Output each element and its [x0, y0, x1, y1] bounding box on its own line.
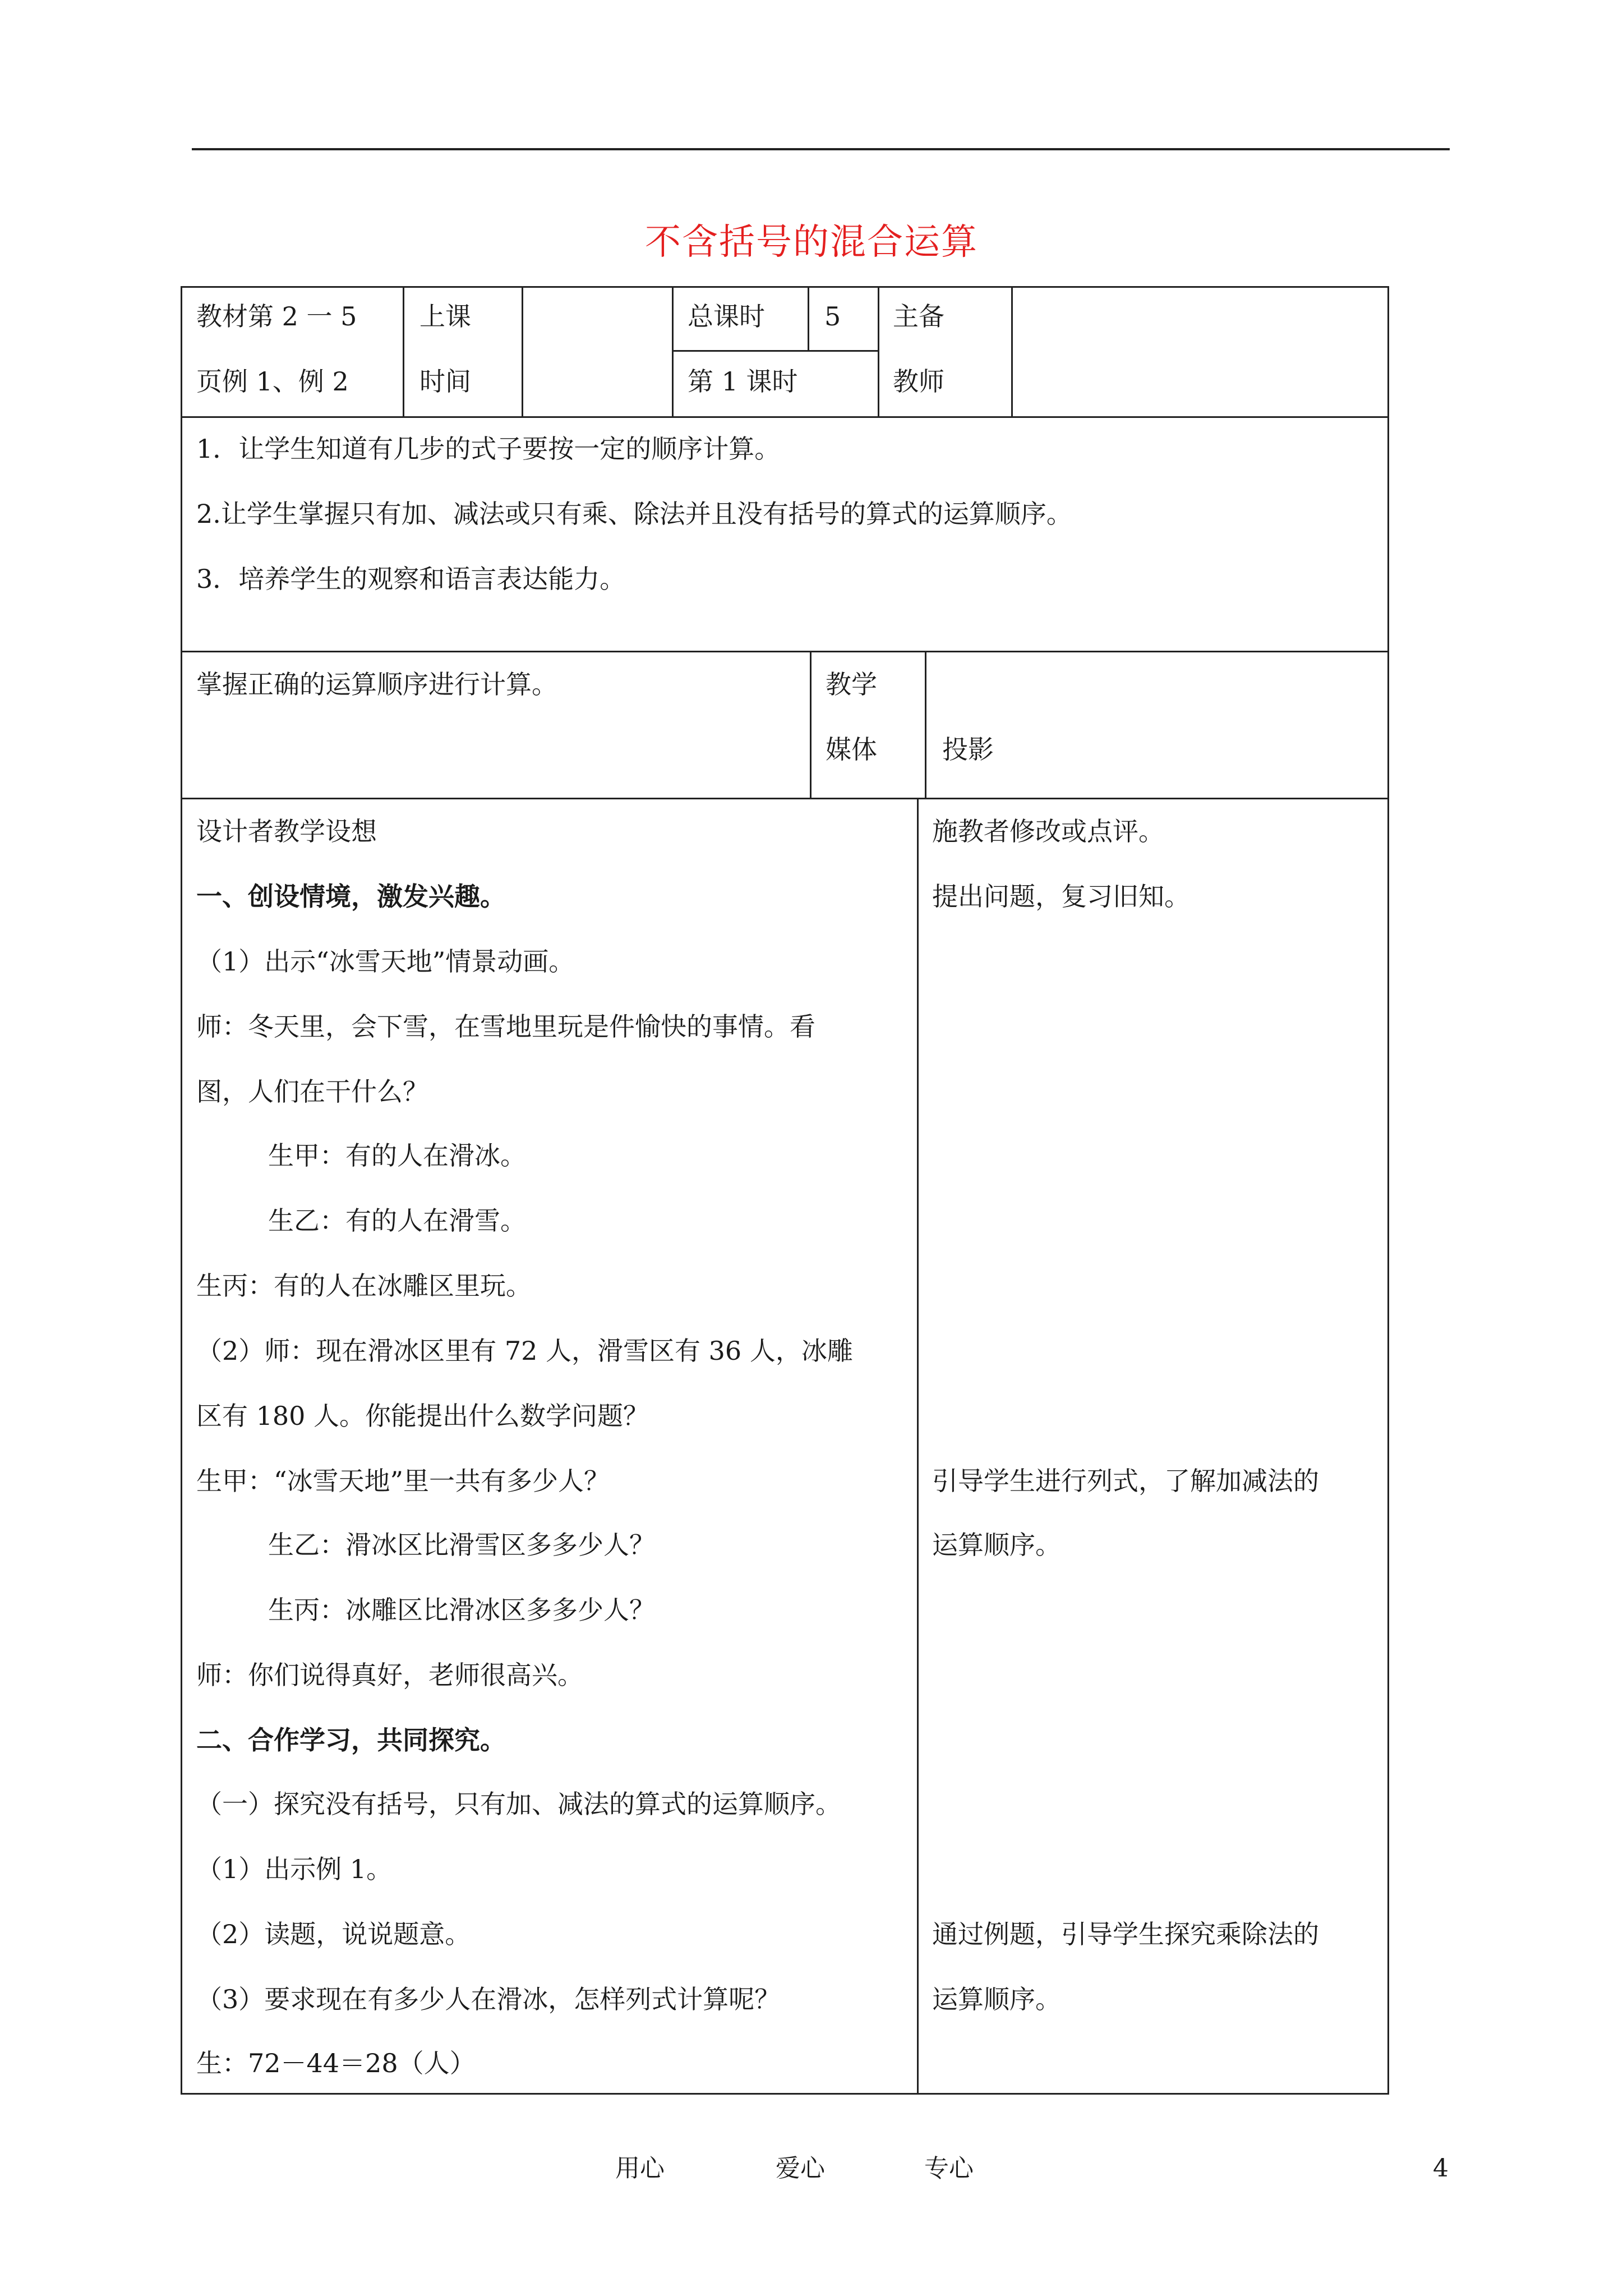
table-border-right	[1387, 286, 1389, 2095]
teacher-label: 教师	[893, 366, 944, 397]
design-paragraph: 师：冬天里，会下雪，在雪地里玩是件愉快的事情。看	[196, 1011, 815, 1042]
material-label: 页例 1、例 2	[196, 366, 349, 397]
design-paragraph: 生甲：有的人在滑冰。	[268, 1140, 526, 1171]
class-time-label: 上课	[419, 301, 471, 332]
divider	[917, 798, 919, 2095]
page-title: 不含括号的混合运算	[645, 222, 978, 263]
teacher-label: 主备	[893, 301, 944, 332]
divider	[808, 286, 809, 351]
footer-motto: 用心	[615, 2154, 665, 2183]
media-value: 投影	[942, 734, 994, 765]
design-paragraph: 生丙：冰雕区比滑冰区多多少人？	[268, 1595, 655, 1625]
table-border-top	[181, 286, 1389, 288]
design-paragraph: （2）师：现在滑冰区里有 72 人，滑雪区有 36 人，冰雕	[196, 1336, 853, 1366]
design-paragraph: 图，人们在干什么？	[196, 1076, 428, 1107]
table-border-bottom	[181, 2093, 1389, 2095]
design-paragraph: 生：72－44＝28（人）	[196, 2048, 476, 2078]
design-paragraph: 生丙：有的人在冰雕区里玩。	[196, 1271, 532, 1301]
divider	[522, 286, 523, 416]
divider	[1011, 286, 1013, 416]
divider	[810, 651, 811, 799]
footer-motto: 专心	[924, 2154, 974, 2183]
media-label: 媒体	[826, 734, 877, 765]
section-heading: 一、创设情境，激发兴趣。	[196, 881, 506, 912]
design-paragraph: 生乙：滑冰区比滑雪区多多少人？	[268, 1530, 655, 1560]
current-lesson: 第 1 课时	[688, 366, 798, 397]
objective-item: 2.让学生掌握只有加、减法或只有乘、除法并且没有括号的算式的运算顺序。	[196, 499, 1072, 529]
design-paragraph: 生乙：有的人在滑雪。	[268, 1205, 526, 1236]
design-paragraph: （3）要求现在有多少人在滑冰，怎样列式计算呢？	[196, 1984, 781, 2014]
total-hours-value: 5	[824, 301, 841, 332]
page-number: 4	[1433, 2154, 1449, 2183]
row-divider	[181, 416, 1389, 418]
design-paragraph: （1）出示“冰雪天地”情景动画。	[196, 946, 575, 977]
key-point: 掌握正确的运算顺序进行计算。	[196, 669, 557, 700]
section-heading: 二、合作学习，共同探究。	[196, 1725, 506, 1755]
design-header: 设计者教学设想	[196, 816, 377, 846]
design-paragraph: 区有 180 人。你能提出什么数学问题？	[196, 1401, 649, 1431]
comment-note: 引导学生进行列式，了解加减法的	[932, 1466, 1319, 1496]
comment-note: 运算顺序。	[932, 1984, 1061, 2014]
media-label: 教学	[826, 669, 877, 700]
comment-note: 通过例题，引导学生探究乘除法的	[932, 1919, 1319, 1949]
total-hours-label: 总课时	[688, 301, 765, 332]
divider	[925, 651, 926, 799]
table-border-left	[181, 286, 182, 2095]
comment-note: 提出问题，复习旧知。	[932, 881, 1190, 912]
design-paragraph: （2）读题，说说题意。	[196, 1919, 471, 1949]
objective-item: 1．让学生知道有几步的式子要按一定的顺序计算。	[196, 434, 781, 464]
design-paragraph: 师：你们说得真好，老师很高兴。	[196, 1660, 583, 1690]
comment-header: 施教者修改或点评。	[932, 816, 1164, 846]
row-divider	[181, 798, 1389, 799]
header-rule	[192, 148, 1450, 150]
class-time-label: 时间	[419, 366, 471, 397]
design-paragraph: （1）出示例 1。	[196, 1854, 393, 1884]
design-paragraph: （一）探究没有括号，只有加、减法的算式的运算顺序。	[196, 1789, 841, 1819]
divider	[672, 350, 878, 352]
footer-motto: 爱心	[776, 2154, 825, 2183]
design-paragraph: 生甲：“冰雪天地”里一共有多少人？	[196, 1466, 610, 1496]
divider	[403, 286, 404, 416]
row-divider	[181, 651, 1389, 652]
objective-item: 3．培养学生的观察和语言表达能力。	[196, 564, 626, 594]
comment-note: 运算顺序。	[932, 1530, 1061, 1560]
material-label: 教材第 2 一 5	[196, 301, 357, 332]
